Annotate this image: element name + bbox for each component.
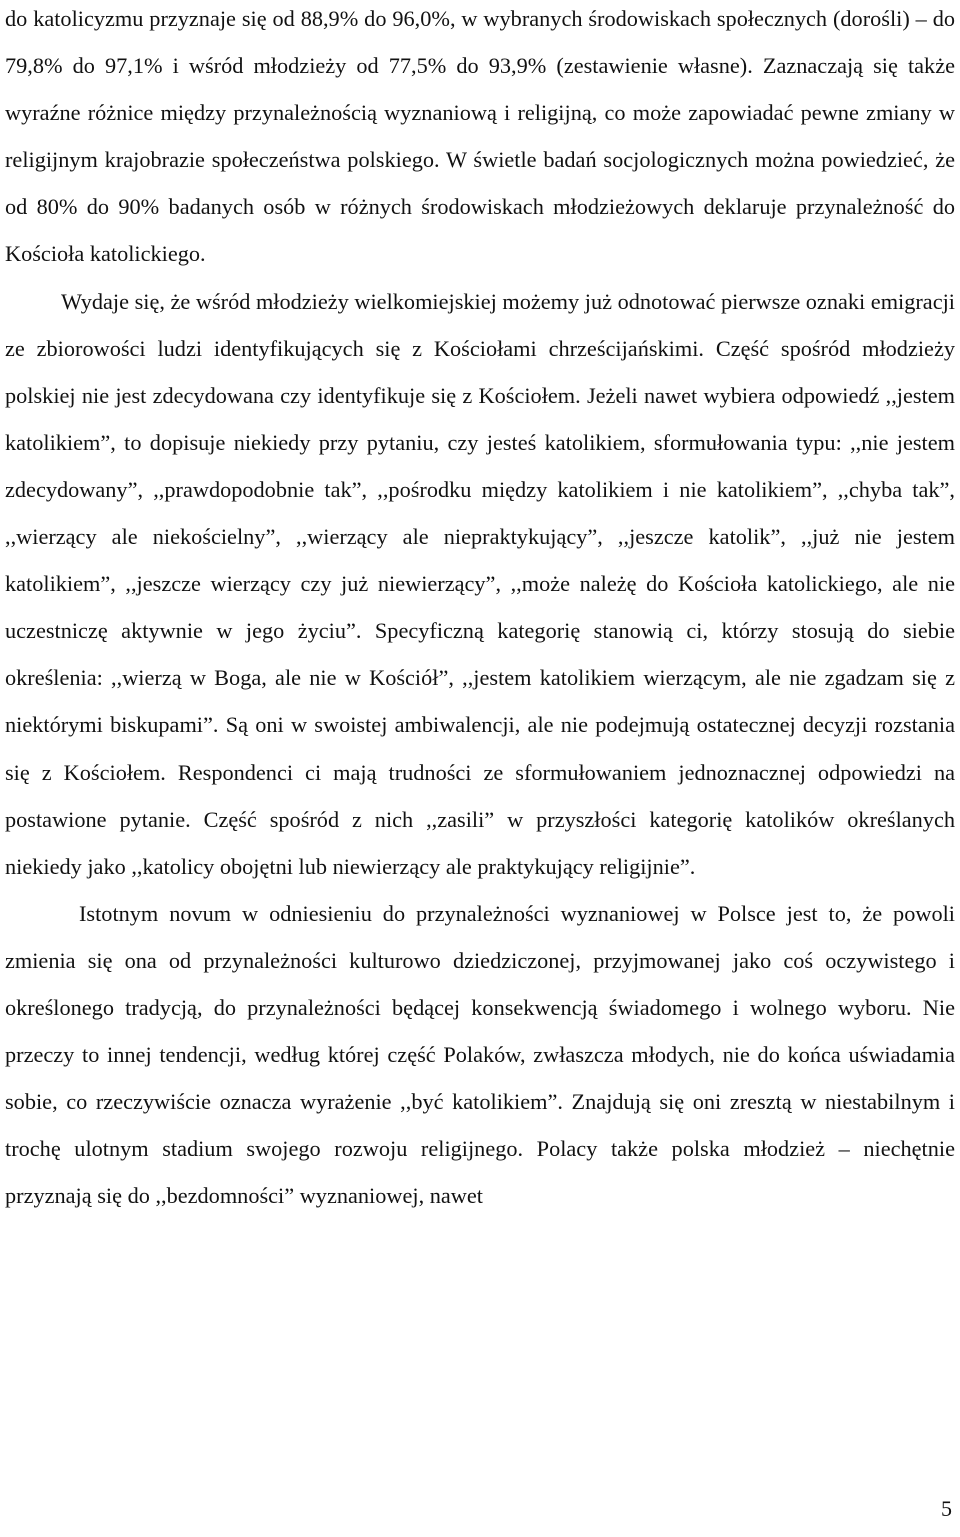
paragraph-1: do katolicyzmu przyznaje się od 88,9% do 96,0%, w wybranych środowiskach społecznych (dorośli) – do 79,8% do 97,1% i wśród młodzieży od 77,5% do 93,9% (zestawienie własne). Zaznaczają się także wyraźne różnice między przynależnością wyznaniową i religijną, co może zapowiadać pewne zmiany w religijnym krajobrazie społeczeństwa polskiego. W świetle badań socjologicznych można powiedzieć, że od 80% do 90% badanych osób w różnych środowiskach młodzieżowych deklaruje przynależność do Kościoła katolickiego. — [5, 6, 955, 267]
document-page — [5, 0, 955, 1219]
page-number: 5 — [941, 1496, 952, 1521]
paragraph-3: Istotnym novum w odniesieniu do przynależności wyznaniowej w Polsce jest to, że powoli zmienia się ona od przynależności kulturowo dziedziczonej, przyjmowanej jako coś oczywistego i określonego tradycją, do przynależności będącej konsekwencją świadomego i wolnego wyboru. Nie przeczy to innej tendencji, według której część Polaków, zwłaszcza młodych, nie do końca uświadamia sobie, co rzeczywiście oznacza wyrażenie ,,być katolikiem”. Znajdują się oni zresztą w niestabilnym i trochę ulotnym stadium swojego rozwoju religijnego. Polacy także polska młodzież – niechętnie przyznają się do ,,bezdomności” wyznaniowej, nawet — [5, 900, 955, 1209]
paragraph-2: Wydaje się, że wśród młodzieży wielkomiejskiej możemy już odnotować pierwsze oznaki emigracji ze zbiorowości ludzi identyfikujących się z Kościołami chrześcijańskimi. Część spośród młodzieży polskiej nie jest zdecydowana czy identyfikuje się z Kościołem. Jeżeli nawet wybiera odpowiedź ,,jestem katolikiem”, to dopisuje niekiedy przy pytaniu, czy jesteś katolikiem, sformułowania typu: ,,nie jestem zdecydowany”, ,,prawdopodobnie tak”, ,,pośrodku między katolikiem i nie katolikiem”, ,,chyba tak”, ,,wierzący ale niekościelny”, ,,wierzący ale niepraktykujący”, ,,jeszcze katolik”, ,,już nie jestem katolikiem”, ,,jeszcze wierzący czy już niewierzący”, ,,może należę do Kościoła katolickiego, ale nie uczestniczę aktywnie w jego życiu”. Specyficzną kategorię stanowią ci, którzy stosują do siebie określenia: ,,wierzą w Boga, ale nie w Kościół”, ,,jestem katolikiem wierzącym, ale nie zgadzam się z niektórymi biskupami”. Są oni w swoistej ambiwalencji, ale nie podejmują ostatecznej decyzji rozstania się z Kościołem. Respondenci ci mają trudności ze sformułowaniem jednoznacznej odpowiedzi na postawione pytanie. Część spośród z nich ,,zasili” w przyszłości kategorię katolików określanych niekiedy jako ,,katolicy obojętni lub niewierzący ale praktykujący religijnie”. — [5, 288, 955, 879]
